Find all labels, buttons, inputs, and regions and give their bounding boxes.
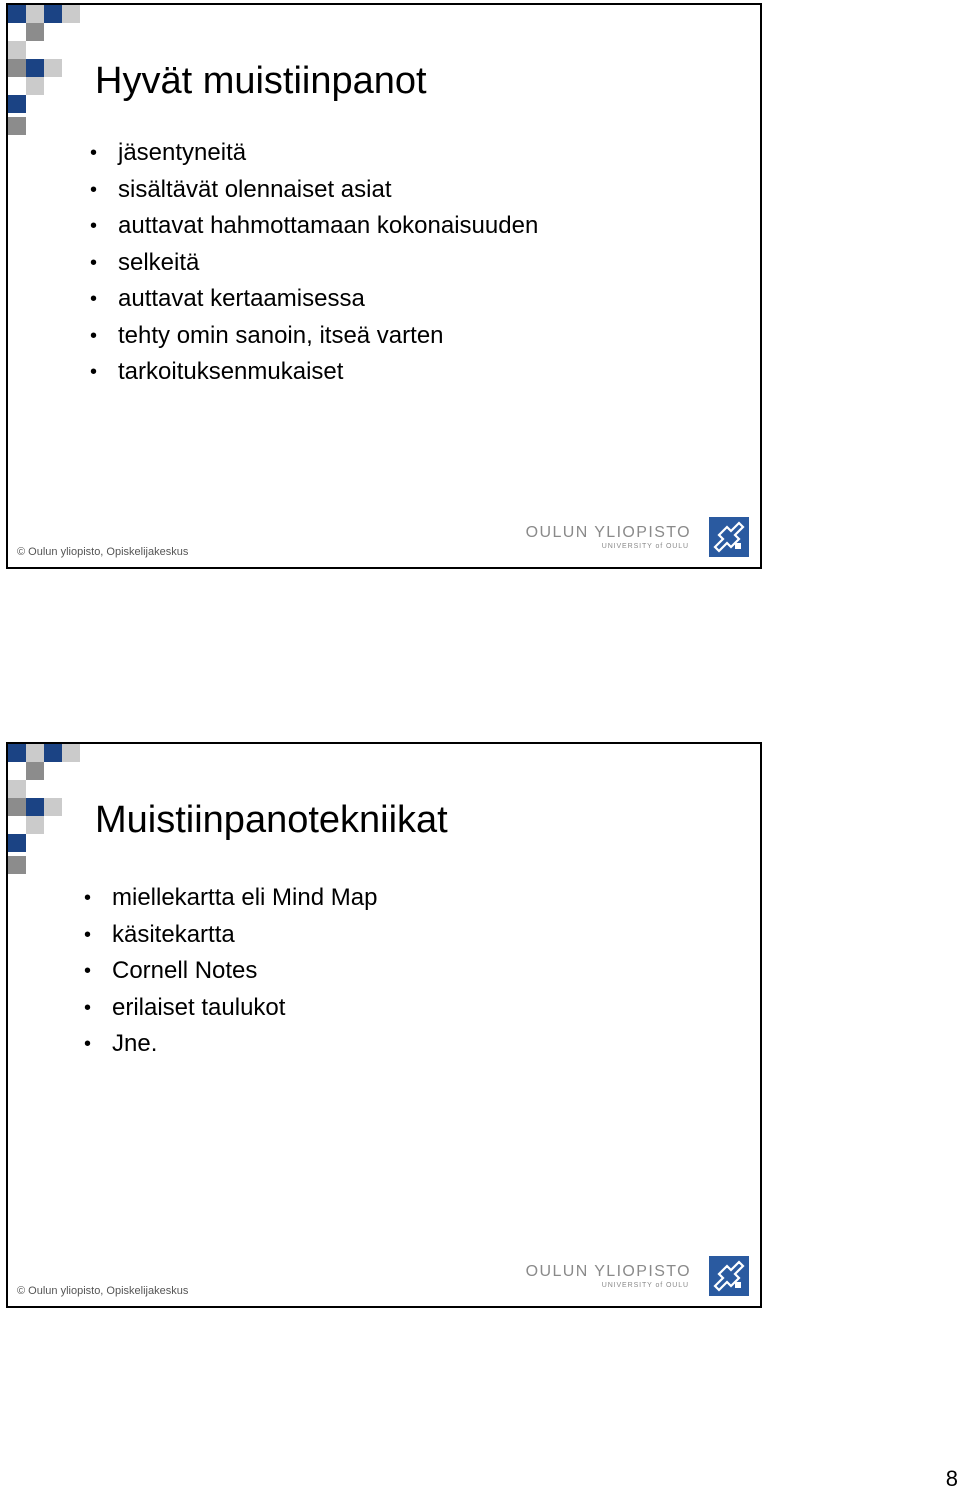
list-item: • tehty omin sanoin, itseä varten [90,318,538,355]
page-number: 8 [945,1466,958,1491]
list-item: • Jne. [84,1026,377,1063]
logo-name: OULUN YLIOPISTO [525,524,691,541]
slide-2 [6,742,762,1308]
logo-subtitle: UNIVERSITY of OULU [601,543,689,550]
slide-title: Hyvät muistiinpanot [95,60,427,102]
list-item: • erilaiset taulukot [84,990,377,1027]
list-item: • jäsentyneitä [90,135,538,172]
list-item: • Cornell Notes [84,953,377,990]
logo-name: OULUN YLIOPISTO [525,1263,691,1280]
bullet-list [90,135,538,391]
copyright-footer: © Oulun yliopisto, Opiskelijakeskus [17,1285,189,1297]
list-item: • auttavat hahmottamaan kokonaisuuden [90,208,538,245]
list-item: • selkeitä [90,245,538,282]
copyright-footer: © Oulun yliopisto, Opiskelijakeskus [17,546,189,558]
list-item: • sisältävät olennaiset asiat [90,172,538,209]
list-item: • auttavat kertaamisessa [90,281,538,318]
university-logo [525,517,749,557]
slide-1 [6,3,762,569]
university-logo-icon [709,1256,749,1296]
logo-subtitle: UNIVERSITY of OULU [601,1282,689,1289]
slide-title: Muistiinpanotekniikat [95,799,448,841]
list-item: • tarkoituksenmukaiset [90,354,538,391]
bullet-list [84,880,377,1063]
checker-decoration [8,744,88,878]
list-item: • miellekartta eli Mind Map [84,880,377,917]
university-logo-icon [709,517,749,557]
university-logo [525,1256,749,1296]
list-item: • käsitekartta [84,917,377,954]
checker-decoration [8,5,88,139]
